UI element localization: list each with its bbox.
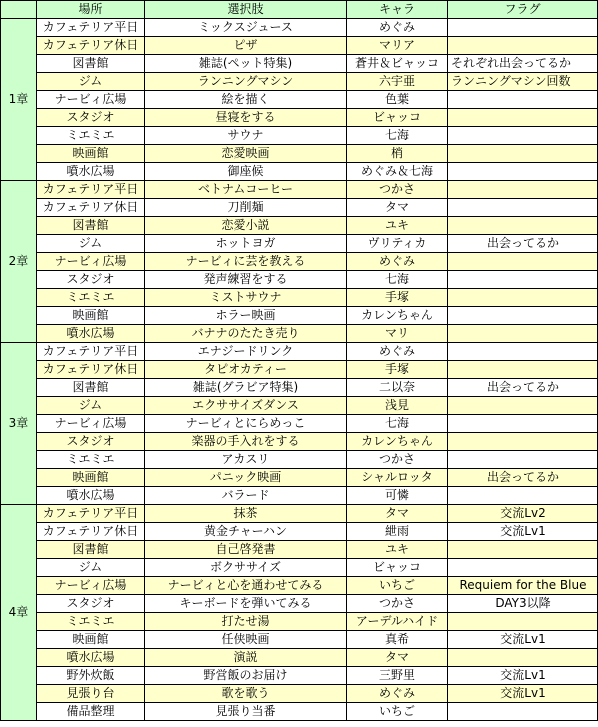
place-cell: ミエミエ <box>37 613 145 631</box>
chara-cell: ビャッコ <box>347 559 448 577</box>
chara-cell: つかさ <box>347 595 448 613</box>
chara-cell: ビャッコ <box>347 109 448 127</box>
chara-cell: つかさ <box>347 181 448 199</box>
choice-cell: 御座候 <box>145 163 347 181</box>
chara-cell: 紲雨 <box>347 523 448 541</box>
choice-cell: ボクササイズ <box>145 559 347 577</box>
table-body <box>1 19 598 721</box>
place-cell: カフェテリア休日 <box>37 523 145 541</box>
table-row <box>1 109 598 127</box>
flag-cell <box>448 289 598 307</box>
chara-cell: 七海 <box>347 415 448 433</box>
flag-cell <box>448 145 598 163</box>
place-cell: スタジオ <box>37 271 145 289</box>
table-row <box>1 307 598 325</box>
place-cell: ジム <box>37 73 145 91</box>
chara-cell: ユキ <box>347 217 448 235</box>
place-cell: 噴水広場 <box>37 163 145 181</box>
place-cell: ミエミエ <box>37 127 145 145</box>
flag-cell <box>448 217 598 235</box>
place-cell: カフェテリア休日 <box>37 199 145 217</box>
table-row <box>1 469 598 487</box>
choice-cell: 雑誌(ペット特集) <box>145 55 347 73</box>
table-row <box>1 631 598 649</box>
place-cell: カフェテリア平日 <box>37 343 145 361</box>
flag-cell: 交流Lv1 <box>448 667 598 685</box>
choice-cell: エクササイズダンス <box>145 397 347 415</box>
flag-cell <box>448 253 598 271</box>
place-cell: スタジオ <box>37 433 145 451</box>
chara-cell: めぐみ <box>347 253 448 271</box>
place-cell: 噴水広場 <box>37 487 145 505</box>
table-row <box>1 163 598 181</box>
choice-cell: 黄金チャーハン <box>145 523 347 541</box>
table-row <box>1 145 598 163</box>
choice-cell: エナジードリンク <box>145 343 347 361</box>
choice-cell: ナービィとにらめっこ <box>145 415 347 433</box>
flag-cell: 交流Lv1 <box>448 523 598 541</box>
table-row <box>1 199 598 217</box>
chara-cell: めぐみ <box>347 19 448 37</box>
table-row <box>1 325 598 343</box>
place-cell: カフェテリア休日 <box>37 37 145 55</box>
flag-cell <box>448 433 598 451</box>
place-cell: 映画館 <box>37 469 145 487</box>
table-row <box>1 289 598 307</box>
chara-cell: いちご <box>347 703 448 721</box>
place-cell: 図書館 <box>37 55 145 73</box>
chara-cell: マリア <box>347 37 448 55</box>
flag-cell <box>448 703 598 721</box>
table-row <box>1 217 598 235</box>
flag-cell <box>448 361 598 379</box>
chara-cell: タマ <box>347 505 448 523</box>
chapter-label: 2章 <box>1 181 37 343</box>
table-row <box>1 91 598 109</box>
choice-cell: アカスリ <box>145 451 347 469</box>
flag-cell <box>448 541 598 559</box>
flag-cell: 交流Lv2 <box>448 505 598 523</box>
table-row <box>1 433 598 451</box>
flag-cell: DAY3以降 <box>448 595 598 613</box>
flag-cell <box>448 559 598 577</box>
flag-cell <box>448 325 598 343</box>
chara-cell: カレンちゃん <box>347 433 448 451</box>
flag-cell <box>448 415 598 433</box>
chara-cell: 真希 <box>347 631 448 649</box>
place-cell: 図書館 <box>37 217 145 235</box>
choice-cell: 昼寝をする <box>145 109 347 127</box>
table-row <box>1 487 598 505</box>
place-cell: 図書館 <box>37 541 145 559</box>
choice-cell: ベトナムコーヒー <box>145 181 347 199</box>
table-row <box>1 613 598 631</box>
chara-cell: 手塚 <box>347 289 448 307</box>
choice-cell: 雑誌(グラビア特集) <box>145 379 347 397</box>
choice-cell: 任侠映画 <box>145 631 347 649</box>
table-row <box>1 451 598 469</box>
place-cell: 図書館 <box>37 379 145 397</box>
table-row <box>1 559 598 577</box>
table-row <box>1 523 598 541</box>
place-cell: カフェテリア休日 <box>37 361 145 379</box>
chara-cell: アーデルハイド <box>347 613 448 631</box>
chara-cell: ヴリティカ <box>347 235 448 253</box>
chara-cell: いちご <box>347 577 448 595</box>
chara-cell: タマ <box>347 649 448 667</box>
flag-cell <box>448 181 598 199</box>
table-row <box>1 181 598 199</box>
place-cell: 噴水広場 <box>37 325 145 343</box>
flag-cell <box>448 307 598 325</box>
table-row <box>1 505 598 523</box>
flag-cell <box>448 91 598 109</box>
flag-cell: 出会ってるか <box>448 469 598 487</box>
chara-cell: 蒼井＆ビャッコ <box>347 55 448 73</box>
flag-cell <box>448 163 598 181</box>
chapter-label: 4章 <box>1 505 37 721</box>
table-row <box>1 397 598 415</box>
table-row <box>1 235 598 253</box>
choice-cell: ピザ <box>145 37 347 55</box>
flag-cell <box>448 19 598 37</box>
place-cell: ジム <box>37 559 145 577</box>
choice-cell: 刀削麺 <box>145 199 347 217</box>
place-cell: カフェテリア平日 <box>37 505 145 523</box>
choice-cell: 野営飯のお届け <box>145 667 347 685</box>
place-cell: 映画館 <box>37 307 145 325</box>
flag-cell <box>448 127 598 145</box>
header-flag: フラグ <box>448 1 598 19</box>
table-row <box>1 37 598 55</box>
table-row <box>1 19 598 37</box>
flag-cell <box>448 271 598 289</box>
choice-cell: サウナ <box>145 127 347 145</box>
choice-cell: タピオカティー <box>145 361 347 379</box>
place-cell: 見張り台 <box>37 685 145 703</box>
place-cell: スタジオ <box>37 595 145 613</box>
chara-cell: 六宇亜 <box>347 73 448 91</box>
place-cell: 野外炊飯 <box>37 667 145 685</box>
flag-cell <box>448 343 598 361</box>
chara-cell: つかさ <box>347 451 448 469</box>
table-row <box>1 703 598 721</box>
header-place: 場所 <box>37 1 145 19</box>
table-row <box>1 379 598 397</box>
chara-cell: 可憐 <box>347 487 448 505</box>
header-row <box>1 1 598 19</box>
header-choice: 選択肢 <box>145 1 347 19</box>
flag-cell: Requiem for the Blue <box>448 577 598 595</box>
chara-cell: 浅見 <box>347 397 448 415</box>
header-chapter <box>1 1 37 19</box>
flag-cell: 交流Lv1 <box>448 631 598 649</box>
flag-cell <box>448 397 598 415</box>
table-row <box>1 577 598 595</box>
header-chara: キャラ <box>347 1 448 19</box>
flag-cell: 交流Lv1 <box>448 685 598 703</box>
place-cell: 映画館 <box>37 631 145 649</box>
table-row <box>1 361 598 379</box>
chara-cell: シャルロッタ <box>347 469 448 487</box>
flag-cell <box>448 613 598 631</box>
table-row <box>1 127 598 145</box>
place-cell: ミエミエ <box>37 289 145 307</box>
chara-cell: マリ <box>347 325 448 343</box>
table-row <box>1 685 598 703</box>
table-row <box>1 541 598 559</box>
chapter-label: 3章 <box>1 343 37 505</box>
flag-cell <box>448 487 598 505</box>
choice-cell: ランニングマシン <box>145 73 347 91</box>
chara-cell: 手塚 <box>347 361 448 379</box>
choice-cell: ナービィと心を通わせてみる <box>145 577 347 595</box>
choice-cell: 恋愛映画 <box>145 145 347 163</box>
table-row <box>1 55 598 73</box>
place-cell: ナービィ広場 <box>37 253 145 271</box>
choice-cell: 恋愛小説 <box>145 217 347 235</box>
chara-cell: 七海 <box>347 271 448 289</box>
choice-cell: 演説 <box>145 649 347 667</box>
choice-cell: パニック映画 <box>145 469 347 487</box>
table-row <box>1 595 598 613</box>
flag-cell: それぞれ出会ってるか <box>448 55 598 73</box>
place-cell: ナービィ広場 <box>37 577 145 595</box>
chapter-label: 1章 <box>1 19 37 181</box>
chara-cell: ユキ <box>347 541 448 559</box>
choice-cell: 絵を描く <box>145 91 347 109</box>
choice-cell: キーボードを弾いてみる <box>145 595 347 613</box>
flag-cell <box>448 451 598 469</box>
table-row <box>1 415 598 433</box>
chara-cell: めぐみ <box>347 685 448 703</box>
choice-cell: 見張り当番 <box>145 703 347 721</box>
place-cell: ジム <box>37 397 145 415</box>
choice-cell: ミックスジュース <box>145 19 347 37</box>
choice-cell: 打たせ湯 <box>145 613 347 631</box>
place-cell: 備品整理 <box>37 703 145 721</box>
flag-cell <box>448 37 598 55</box>
table-row <box>1 343 598 361</box>
choice-cell: 抹茶 <box>145 505 347 523</box>
choice-cell: ナービィに芸を教える <box>145 253 347 271</box>
chara-cell: 色葉 <box>347 91 448 109</box>
chara-cell: めぐみ＆七海 <box>347 163 448 181</box>
choice-cell: 自己啓発書 <box>145 541 347 559</box>
choice-cell: バラード <box>145 487 347 505</box>
place-cell: スタジオ <box>37 109 145 127</box>
place-cell: 映画館 <box>37 145 145 163</box>
choice-cell: 歌を歌う <box>145 685 347 703</box>
choice-cell: バナナのたたき売り <box>145 325 347 343</box>
choice-cell: 楽器の手入れをする <box>145 433 347 451</box>
chara-cell: カレンちゃん <box>347 307 448 325</box>
flag-cell <box>448 199 598 217</box>
table-row <box>1 271 598 289</box>
choice-cell: ミストサウナ <box>145 289 347 307</box>
place-cell: カフェテリア平日 <box>37 181 145 199</box>
chara-cell: 二以奈 <box>347 379 448 397</box>
flag-cell: 出会ってるか <box>448 379 598 397</box>
flag-cell <box>448 649 598 667</box>
place-cell: 噴水広場 <box>37 649 145 667</box>
place-cell: カフェテリア平日 <box>37 19 145 37</box>
chara-cell: 七海 <box>347 127 448 145</box>
choice-cell: 発声練習をする <box>145 271 347 289</box>
place-cell: ナービィ広場 <box>37 415 145 433</box>
flag-cell <box>448 109 598 127</box>
choice-cell: ホラー映画 <box>145 307 347 325</box>
chara-cell: めぐみ <box>347 343 448 361</box>
place-cell: ミエミエ <box>37 451 145 469</box>
table-row <box>1 649 598 667</box>
flag-cell: ランニングマシン回数 <box>448 73 598 91</box>
table-row <box>1 253 598 271</box>
choice-cell: ホットヨガ <box>145 235 347 253</box>
chara-cell: 三野里 <box>347 667 448 685</box>
table-row <box>1 667 598 685</box>
place-cell: ナービィ広場 <box>37 91 145 109</box>
table-row <box>1 73 598 91</box>
chara-cell: 梢 <box>347 145 448 163</box>
flag-cell: 出会ってるか <box>448 235 598 253</box>
place-cell: ジム <box>37 235 145 253</box>
chara-cell: タマ <box>347 199 448 217</box>
